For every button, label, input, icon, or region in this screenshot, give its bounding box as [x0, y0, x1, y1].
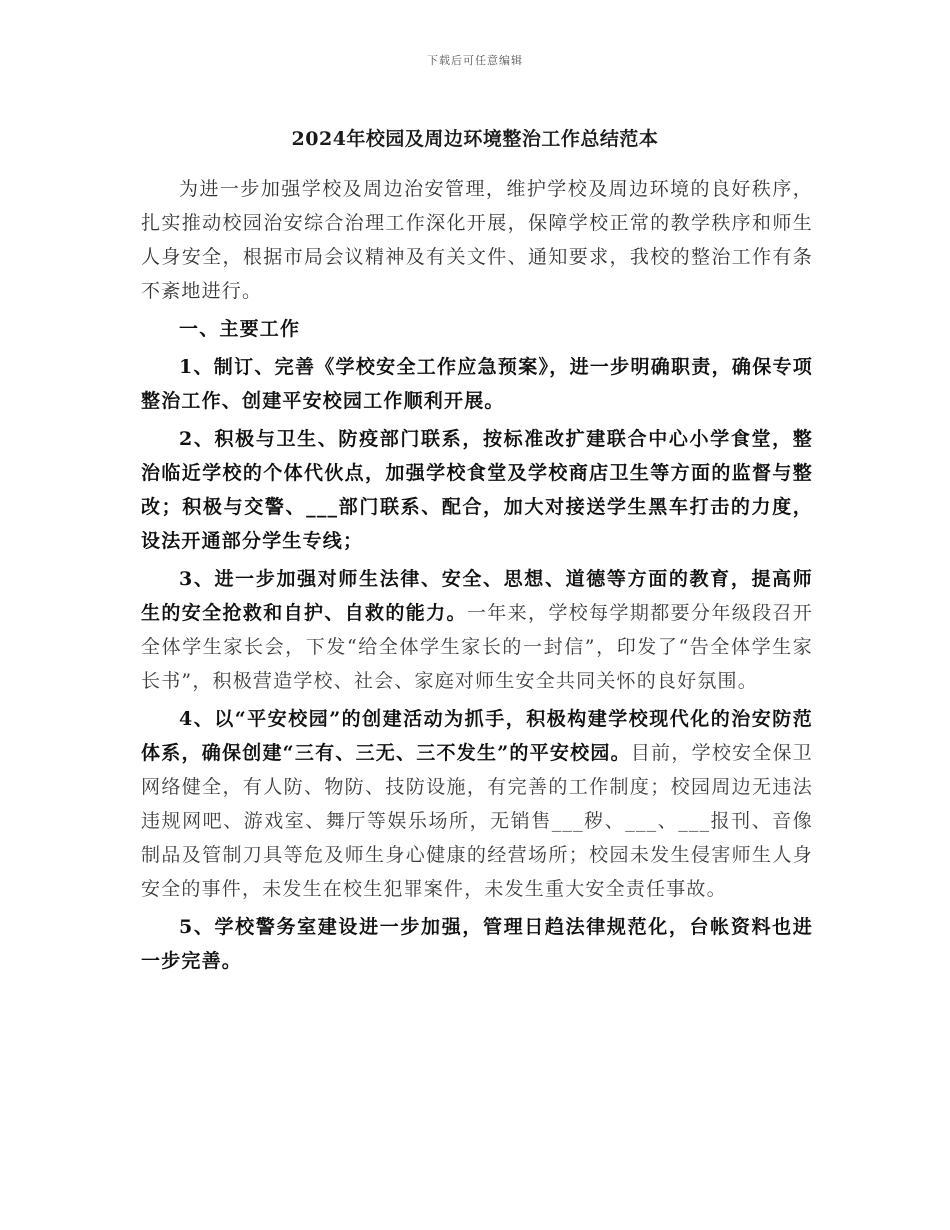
item-3-normal-text: 一年来，学校每学期都要分年级段召开全体学生家长会，下发“给全体学生家长的一封信”，印发了“告全体学生家长书”，积极营造学校、社会、家庭对师生安全共同关怀的良好氛围。 [141, 602, 814, 692]
item-4-normal-text: 目前，学校安全保卫网络健全，有人防、物防、技防设施，有完善的工作制度；校园周边无违法违规网吧、游戏室、舞厅等娱乐场所，无销售___秽、___、___报刊、音像制品及管制刀具等危及师生身心健康的经营场所；校园未发生侵害师生人身安全的事件，未发生在校生犯罪案件，未发生重大安全责任事故。 [141, 742, 813, 900]
item-4-paragraph [141, 702, 813, 906]
section-heading: 一、主要工作 [179, 318, 301, 340]
item-3-bold-text: 3、进一步加强对师生法律、安全、思想、道德等方面的教育，提高师生的安全抢救和自护、自救的能力。 [141, 568, 813, 624]
intro-paragraph: 为进一步加强学校及周边治安管理，维护学校及周边环境的良好秩序，扎实推动校园治安综合治理工作深化开展，保障学校正常的教学秩序和师生人身安全，根据市局会议精神及有关文件、通知要求，我校的整治工作有条不紊地进行。 [141, 178, 813, 302]
item-2-bold-text: 2、积极与卫生、防疫部门联系，按标准改扩建联合中心小学食堂，整治临近学校的个体代伙点，加强学校食堂及学校商店卫生等方面的监督与整改；积极与交警、___部门联系、配合，加大对接送学生黑车打击的力度，设法开通部分学生专线； [141, 428, 813, 552]
document-body [141, 172, 813, 982]
item-1-bold-text: 1、制订、完善《学校安全工作应急预案》，进一步明确职责，确保专项整治工作、创建平安校园工作顺利开展。 [141, 356, 813, 412]
item-5-bold-text: 5、学校警务室建设进一步加强，管理日趋法律规范化，台帐资料也进一步完善。 [141, 916, 813, 972]
item-3-paragraph [141, 562, 813, 698]
item-4-bold-text: 4、以“平安校园”的创建活动为抓手，积极构建学校现代化的治安防范体系，确保创建“三有、三无、三不发生”的平安校园。 [141, 708, 813, 764]
item-2-paragraph [141, 422, 813, 558]
item-5-paragraph [141, 910, 813, 978]
header-note: 下载后可任意编辑 [427, 54, 523, 67]
item-1-paragraph [141, 350, 813, 418]
document-title: 2024年校园及周边环境整治工作总结范本 [291, 128, 659, 150]
